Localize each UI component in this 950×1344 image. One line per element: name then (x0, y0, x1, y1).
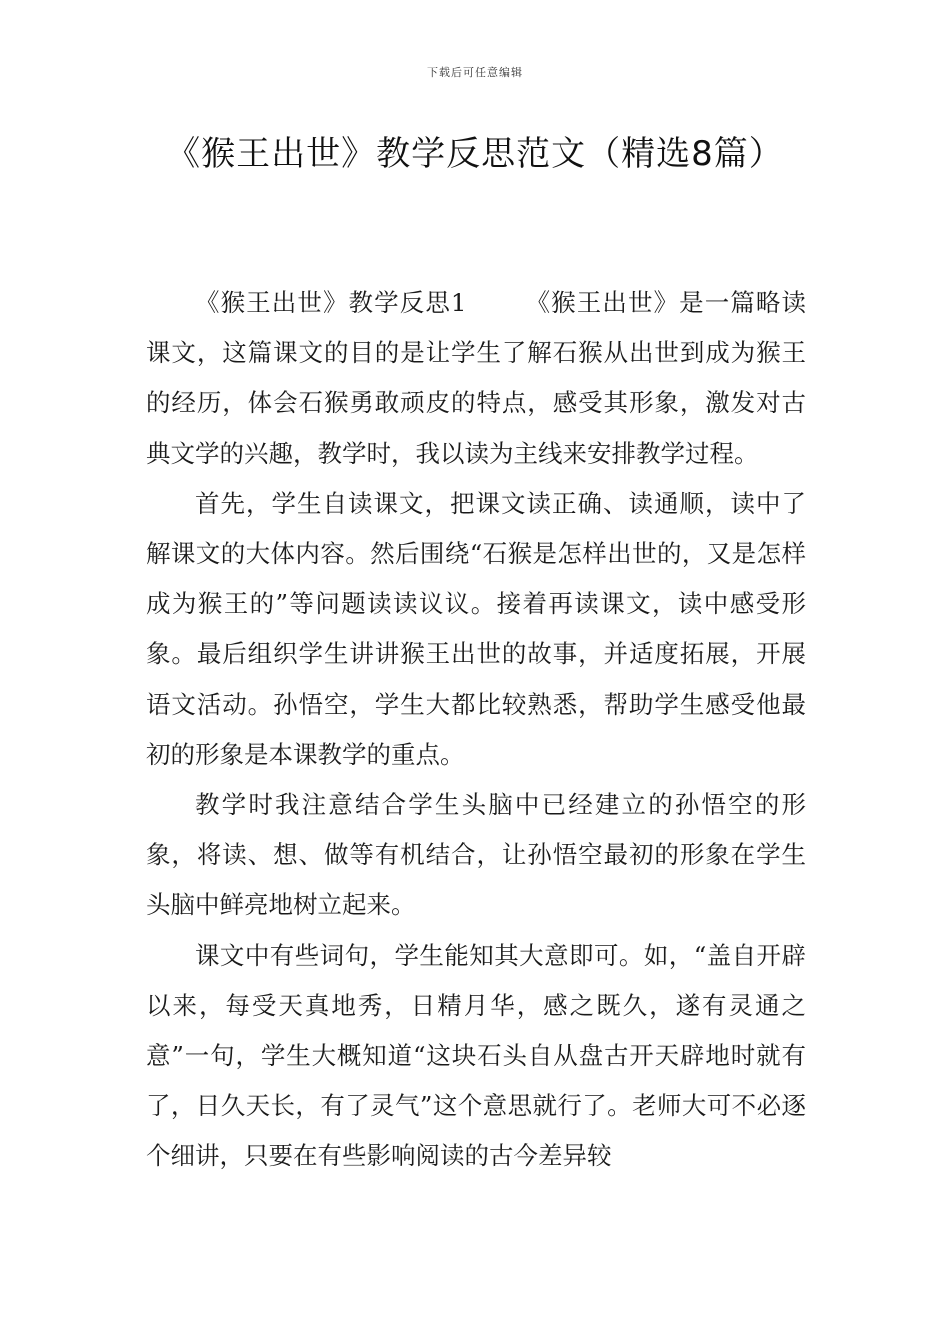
header-note: 下载后可任意编辑 (427, 66, 523, 79)
document-body (146, 278, 806, 1182)
paragraph-text: 《猴王出世》是一篇略读课文，这篇课文的目的是让学生了解石猴从出世到成为猴王的经历，体会石猴勇敢顽皮的特点，感受其形象，激发对古典文学的兴趣，教学时，我以读为主线来安排教学过程。 (146, 288, 806, 468)
paragraph-3: 教学时我注意结合学生头脑中已经建立的孙悟空的形象，将读、想、做等有机结合，让孙悟空最初的形象在学生头脑中鲜亮地树立起来。 (146, 790, 806, 920)
paragraph-1 (146, 278, 806, 479)
document-title: 《猴王出世》教学反思范文（精选8篇） (166, 134, 784, 174)
paragraph-2: 首先，学生自读课文，把课文读正确、读通顺，读中了解课文的大体内容。然后围绕“石猴是怎样出世的，又是怎样成为猴王的”等问题读读议议。接着再读课文，读中感受形象。最后组织学生讲讲猴王出世的故事，并适度拓展，开展语文活动。孙悟空，学生大都比较熟悉，帮助学生感受他最初的形象是本课教学的重点。 (146, 488, 806, 769)
paragraph-4: 课文中有些词句，学生能知其大意即可。如，“盖自开辟以来，每受天真地秀，日精月华，感之既久，遂有灵通之意”一句，学生大概知道“这块石头自从盘古开天辟地时就有了，日久天长，有了灵气”这个意思就行了。老师大可不必逐个细讲，只要在有些影响阅读的古今差异较 (146, 940, 806, 1171)
section-heading: 《猴王出世》教学反思1 (195, 288, 467, 317)
